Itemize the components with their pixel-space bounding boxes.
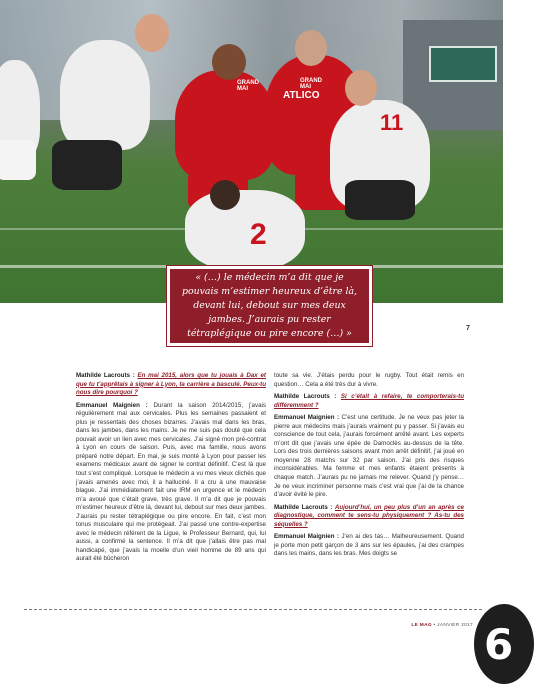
question-paragraph <box>274 504 464 530</box>
player-white-tackler <box>185 190 305 270</box>
section-tab-letter: 6 <box>484 620 514 669</box>
answer-text: toute sa vie. J’étais perdu pour le rugby. Tout était remis en question… Cela a été très dur à vivre. <box>274 372 464 388</box>
sign-board <box>429 46 497 82</box>
question-paragraph <box>76 372 266 398</box>
player-white-left <box>60 40 150 150</box>
page-number: 7 <box>466 325 470 332</box>
section-tab <box>474 604 534 684</box>
answer-paragraph <box>274 372 464 389</box>
footer-brand: LE MAG <box>411 623 432 628</box>
speaker-name: Emmanuel Maignien : <box>76 401 154 409</box>
answer-paragraph <box>76 402 266 564</box>
player-head <box>210 180 240 210</box>
jersey-number: 11 <box>380 110 404 135</box>
speaker-name: Mathilde Lacrouts : <box>76 372 138 379</box>
answer-paragraph <box>274 533 464 559</box>
speaker-name: Mathilde Lacrouts : <box>274 393 341 401</box>
player-shorts <box>52 140 122 190</box>
footer-issue: • JANVIER 2017 <box>433 623 473 628</box>
footer <box>411 623 473 628</box>
jersey-sponsor: ATLICO <box>283 90 320 101</box>
pull-quote-text: « (…) le médecin m’a dit que je pouvais m’estimer heureux d’être là, devant lui, debout sur mes deux jambes. J’aurais pu rester tétraplégique ou pire encore (…) » <box>181 272 358 339</box>
article-column-left <box>76 372 266 568</box>
player-red-ball-carrier <box>175 70 275 180</box>
jersey-sponsor: GRAND MAI <box>300 78 322 90</box>
player-shorts <box>345 180 415 220</box>
question-text: Aujourd’hui, un peu plus d’un an après ce diagnostique, comment te sens-tu physiquement ? As-tu des séquelles ? <box>274 503 464 528</box>
question-paragraph <box>274 393 464 410</box>
footer-divider <box>24 609 482 610</box>
article-column-right <box>274 372 464 563</box>
answer-text: J’en ai des tas… Malheureusement. Quand je porte mon petit garçon de 3 ans sur les épaules, j’ai des crampes dans les mains, dans les bras. Mes doigts se <box>274 533 464 558</box>
player-head <box>345 70 377 106</box>
player-shorts <box>0 140 36 180</box>
jersey-sponsor: GRAND MAI <box>237 80 259 92</box>
question-text: En mai 2015, alors que tu jouais à Dax et que tu t’apprêtais à signer à Lyon, ta carrière a basculé. Peux-tu nous dire pourquoi ? <box>76 372 266 397</box>
speaker-name: Mathilde Lacrouts : <box>274 503 335 511</box>
player-head <box>295 30 327 66</box>
rugby-photo <box>0 0 503 303</box>
jersey-number: 2 <box>250 218 267 251</box>
speaker-name: Emmanuel Maignien : <box>274 533 342 541</box>
speaker-name: Emmanuel Maignien : <box>274 414 342 422</box>
pull-quote <box>167 266 372 346</box>
answer-text: Durant la saison 2014/2015, j’avais régulièrement mal aux cervicales. Plus les semaines passaient et plus je ressentais des choses bizarres. J’avais mal dans les bras, dans les jambes, dans les mains. Je ne me suis pas douté que cela pouvait avoir un lien avec mes cervicales. J’ai signé mon pré-contrat à Lyon en cours de saison. Puis, avec ma famille, nous avons préparé notre départ. En mai, je suis monté à Lyon pour passer les examens médicaux avant de signer le contrat définitif. C’est là que tout s’est compliqué. Lorsque le médecin a vu mes vieux clichés que j’avais amenés avec moi, il a halluciné. Il a cru à une mauvaise blague. J’ai immédiatement fait une IRM en urgence et le médecin m’a avoué que c’était grave, très grave. Il m’a dit que je pouvais m’estimer heureux d’être là, devant lui, debout sur mes deux jambes. J’aurais pu rester tétraplégique ou pire encore. En fait, c’est mon tonus musculaire qui me protégeait. J’ai passé une contre-expertise avec le médecin référent de la Ligue, le Professeur Bernard, qui, lui aussi, a confirmé la sentence. Il m’a dit que j’allais être pas mal handicapé, que j’avais la moelle d’un vieil homme de 89 ans qui aurait été bûcheron <box>76 401 267 563</box>
player-head <box>212 44 246 80</box>
player-head <box>135 14 169 52</box>
answer-paragraph <box>274 414 464 499</box>
answer-text: C’est une certitude. Je ne veux pas jeter la pierre aux médecins mais j’aurais vraiment pu y passer. Si j’avais eu conscience de tout cela, j’aurais forcément arrêté avant. Les experts m’ont dit que j’avais une épée de Damoclès au-dessus de la tête. Lors des trois dernières saisons avant mon arrêt définitif, j’ai joué en moyenne 28 matchs sur 32 par saison. J’ai pris des risques inconsidérables. Ma femme et mes enfants étaient présents à chaque match. J’aurais pu ne jamais me relever. Quand j’y pense… Je ne veux incriminer personne mais c’est vrai que j’ai de la chance d’avoir évité le pire. <box>274 414 464 499</box>
question-text: Si c’était à refaire, te comporterais-tu différemment ? <box>274 393 464 409</box>
